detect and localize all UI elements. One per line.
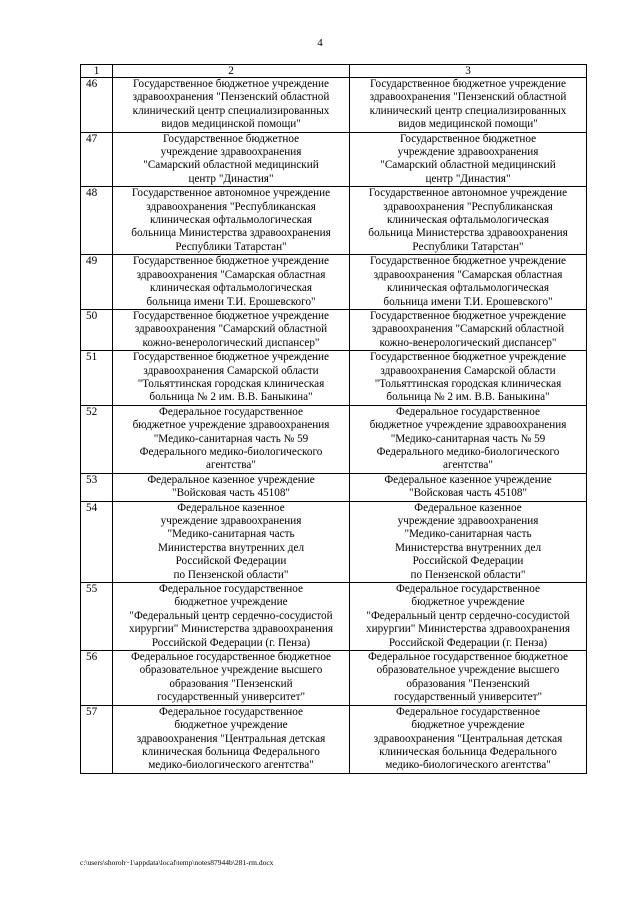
organization-name-line: больница № 2 им. В.В. Баныкина" [386,391,550,404]
organization-name-line: учреждение здравоохранения [160,146,302,159]
table-row [81,405,587,473]
organization-name-line: государственный университет" [156,691,306,704]
header-cell-2: 2 [113,65,350,78]
table-row [81,78,587,133]
row-number: 53 [81,473,113,501]
organization-name-line: больница имени Т.И. Ерошевского" [383,295,553,308]
organization-name-line: Министерства внутренних дел [157,541,305,554]
organization-name-line: Государственное бюджетное учреждение [369,255,566,268]
organization-name-col3 [350,351,587,406]
organization-name-col2 [113,187,350,255]
organization-name-line: здравоохранения Самарской области [143,364,319,377]
table-row [81,132,587,187]
organization-name-col3 [350,255,587,310]
organization-name-line: здравоохранения "Самарская областная [136,268,326,281]
row-number: 55 [81,583,113,651]
organization-name-line: "Тольяттинская городская клиническая [374,377,562,390]
organization-name-line: по Пензенской области" [173,568,289,581]
organization-name-line: Российской Федерации (г. Пенза) [388,636,548,649]
organization-name-col3 [350,132,587,187]
organization-name-col2 [113,405,350,473]
organization-name-line: медико-биологического агентства" [385,759,551,772]
row-number: 47 [81,132,113,187]
organization-name-line: бюджетное учреждение [174,596,288,609]
organization-name-line: клиническая больница Федерального [379,745,557,758]
organization-name-line: кожно-венерологический диспансер" [379,336,557,349]
organization-name-col3 [350,78,587,133]
organization-name-line: Республики Татарстан" [412,240,524,253]
organization-name-line: агентства" [443,459,493,472]
organization-name-line: Государственное бюджетное учреждение [132,255,329,268]
organization-name-line: здравоохранения "Пензенский областной [132,91,330,104]
organization-name-line: бюджетное учреждение [174,719,288,732]
row-number: 52 [81,405,113,473]
organization-name-line: бюджетное учреждение [411,596,525,609]
organization-name-line: Государственное бюджетное учреждение [132,309,329,322]
organization-name-line: Государственное бюджетное учреждение [369,351,566,364]
organization-name-line: клиническая больница Федерального [142,745,320,758]
organization-name-line: "Медико-санитарная часть [404,528,532,541]
table-header-row [81,65,587,78]
organization-name-line: "Тольяттинская городская клиническая [137,377,325,390]
organization-name-line: Государственное бюджетное [162,132,300,145]
organization-name-line: хирургии" Министерства здравоохранения [365,623,571,636]
organization-name-line: больница № 2 им. В.В. Баныкина" [149,391,313,404]
organization-name-line: Государственное бюджетное учреждение [369,78,566,90]
organization-name-line: Федеральное государственное [396,405,540,418]
organization-name-line: здравоохранения "Республиканская [383,200,553,213]
organization-name-line: Федеральное государственное [396,583,540,596]
organization-name-col3 [350,583,587,651]
organization-name-col3 [350,405,587,473]
organization-name-line: Федеральное казенное [414,501,522,514]
header-cell-1: 1 [81,65,113,78]
organization-name-line: здравоохранения "Пензенский областной [369,91,567,104]
organization-name-line: образования "Пензенский [406,677,530,690]
organization-name-line: Федеральное государственное [159,405,303,418]
organization-name-line: "Войсковая часть 45108" [172,487,290,500]
organization-name-col3 [350,187,587,255]
organization-name-col2 [113,473,350,501]
organization-name-line: "Медико-санитарная часть [167,528,295,541]
organization-name-line: здравоохранения "Самарская областная [373,268,563,281]
organization-name-line: Федеральное государственное бюджетное [367,651,569,664]
organization-name-line: клиническая офтальмологическая [149,282,313,295]
organization-name-col2 [113,78,350,133]
organization-name-col2 [113,583,350,651]
organization-name-col3 [350,501,587,582]
organization-name-line: бюджетное учреждение здравоохранения [369,419,567,432]
organization-name-line: клиническая офтальмологическая [386,282,550,295]
organization-name-col3 [350,651,587,706]
organization-name-line: агентства" [206,459,256,472]
organization-name-col3 [350,309,587,350]
organization-name-line: Государственное бюджетное [399,132,537,145]
organization-name-col3 [350,705,587,773]
organization-name-line: клинический центр специализированных [132,104,330,117]
table-row [81,473,587,501]
row-number: 48 [81,187,113,255]
organization-name-line: образовательное учреждение высшего [376,664,560,677]
organization-name-line: Федерального медико-биологического [139,445,323,458]
organization-name-line: бюджетное учреждение [411,719,525,732]
organization-name-line: клиническая офтальмологическая [386,214,550,227]
organization-name-line: больница Министерства здравоохранения [368,227,568,240]
organization-name-line: Федеральное казенное учреждение [147,473,315,486]
organization-name-line: Российской Федерации (г. Пенза) [151,636,311,649]
organization-name-line: Государственное автономное учреждение [131,187,331,200]
table-row [81,351,587,406]
organization-name-line: Федеральное казенное [177,501,285,514]
organization-name-line: учреждение здравоохранения [397,146,539,159]
organization-name-line: Российской Федерации [412,555,524,568]
organization-name-line: клинический центр специализированных [369,104,567,117]
organization-name-line: Государственное бюджетное учреждение [132,351,329,364]
table-row [81,651,587,706]
organization-name-line: Федеральное государственное [396,705,540,718]
organization-name-line: здравоохранения "Центральная детская [373,732,563,745]
organization-name-line: здравоохранения "Республиканская [146,200,316,213]
organization-name-line: "Федеральный центр сердечно-сосудистой [129,609,333,622]
organization-name-line: медико-биологического агентства" [148,759,314,772]
organization-name-line: больница Министерства здравоохранения [131,227,331,240]
organization-name-line: здравоохранения "Самарский областной [134,323,328,336]
organization-name-line: Федеральное государственное бюджетное [130,651,332,664]
row-number: 56 [81,651,113,706]
page-number: 4 [317,37,323,49]
organization-name-line: "Федеральный центр сердечно-сосудистой [366,609,570,622]
organization-name-line: "Медико-санитарная часть № 59 [390,432,546,445]
organization-name-line: видов медицинской помощи" [398,118,538,131]
organization-name-line: Республики Татарстан" [175,240,287,253]
organization-name-line: по Пензенской области" [410,568,526,581]
footer-file-path: c:\users\shoroh~1\appdata\local\temp\notes87944b\281-rm.docx [80,858,274,867]
row-number: 50 [81,309,113,350]
organizations-table [80,64,587,774]
organization-name-line: Федеральное казенное учреждение [384,473,552,486]
organization-name-line: клиническая офтальмологическая [149,214,313,227]
organization-name-line: центр "Династия" [425,172,511,185]
organization-name-line: здравоохранения "Самарский областной [371,323,565,336]
header-cell-3: 3 [350,65,587,78]
organization-name-line: здравоохранения "Центральная детская [136,732,326,745]
table-row [81,255,587,310]
organization-name-line: Федерального медико-биологического [376,445,560,458]
organization-name-line: учреждение здравоохранения [397,515,539,527]
organization-name-line: "Самарский областной медицинский [143,159,319,172]
organization-name-line: Федеральное государственное [159,583,303,596]
organization-name-line: "Самарский областной медицинский [380,159,556,172]
row-number: 51 [81,351,113,406]
organization-name-line: Министерства внутренних дел [394,541,542,554]
organization-name-line: образования "Пензенский [169,677,293,690]
organization-name-col2 [113,309,350,350]
row-number: 49 [81,255,113,310]
organization-name-col2 [113,651,350,706]
row-number: 46 [81,78,113,133]
organization-name-col2 [113,255,350,310]
organization-name-line: больница имени Т.И. Ерошевского" [146,295,316,308]
organization-name-line: Российской Федерации [175,555,287,568]
organization-name-line: Государственное автономное учреждение [368,187,568,200]
organization-name-line: бюджетное учреждение здравоохранения [132,419,330,432]
organization-name-line: здравоохранения Самарской области [380,364,556,377]
organization-name-line: Государственное бюджетное учреждение [369,309,566,322]
organization-name-col2 [113,501,350,582]
table-row [81,583,587,651]
organization-name-line: хирургии" Министерства здравоохранения [128,623,334,636]
organization-name-col2 [113,705,350,773]
organization-name-line: Государственное бюджетное учреждение [132,78,329,90]
organization-name-line: "Войсковая часть 45108" [409,487,527,500]
organization-name-col2 [113,351,350,406]
organization-name-line: видов медицинской помощи" [161,118,301,131]
row-number: 57 [81,705,113,773]
organization-name-line: "Медико-санитарная часть № 59 [153,432,309,445]
organization-name-line: образовательное учреждение высшего [139,664,323,677]
organization-name-line: учреждение здравоохранения [160,515,302,527]
organization-name-col2 [113,132,350,187]
table-row [81,501,587,582]
organization-name-line: Федеральное государственное [159,705,303,718]
organization-name-line: государственный университет" [393,691,543,704]
organization-name-line: центр "Династия" [188,172,274,185]
table-row [81,705,587,773]
organization-name-col3 [350,473,587,501]
table-row [81,187,587,255]
table-row [81,309,587,350]
row-number: 54 [81,501,113,582]
organization-name-line: кожно-венерологический диспансер" [142,336,320,349]
